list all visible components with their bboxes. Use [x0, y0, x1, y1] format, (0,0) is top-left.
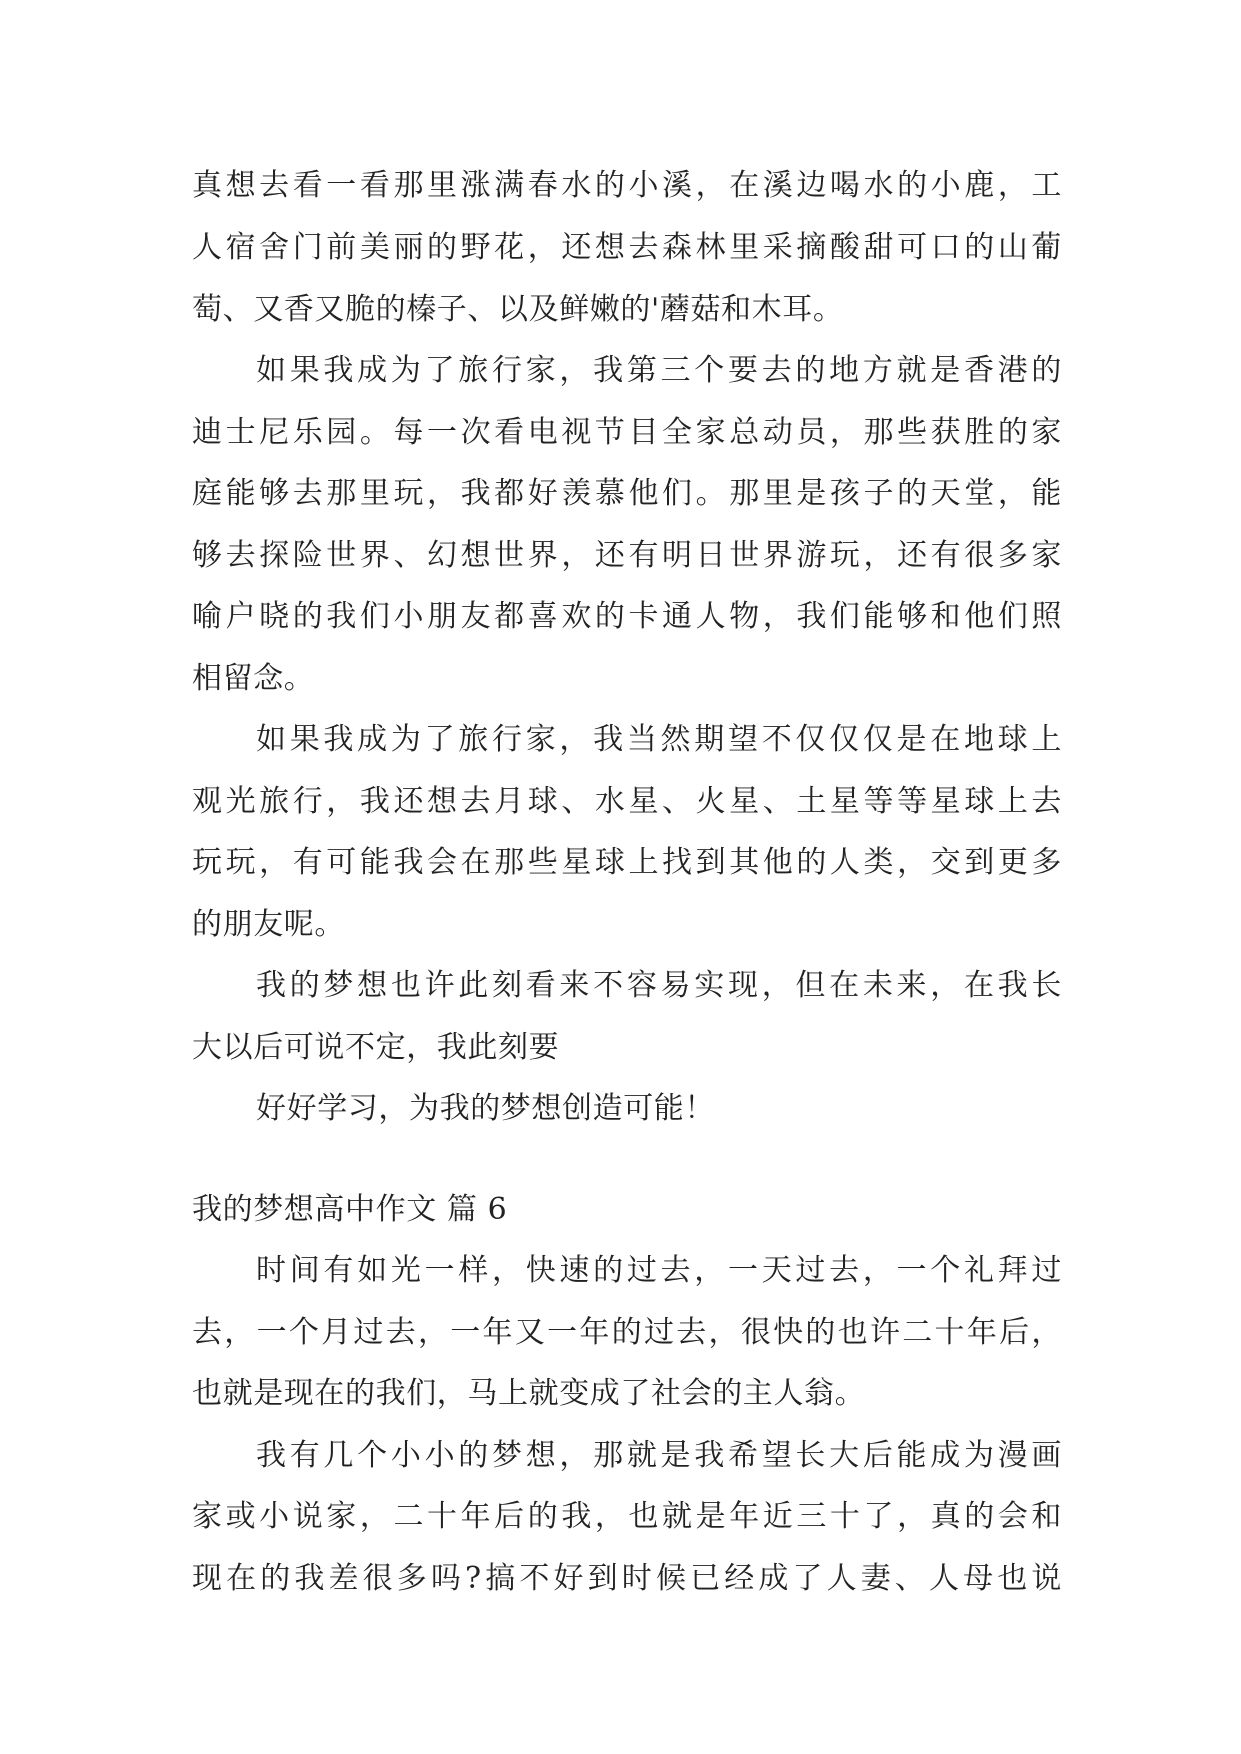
section-heading: 我的梦想高中作文 篇 6: [192, 1192, 508, 1227]
text-line: 真想去看一看那里涨满春水的小溪，在溪边喝水的小鹿，工: [192, 168, 1062, 203]
text-line: 去，一个月过去，一年又一年的过去，很快的也许二十年后，: [192, 1315, 1062, 1350]
paragraph-first-line: 我的梦想也许此刻看来不容易实现，但在未来，在我长: [256, 968, 1062, 1003]
paragraph-first-line: 如果我成为了旅行家，我第三个要去的地方就是香港的: [256, 353, 1062, 388]
text-line: 玩玩，有可能我会在那些星球上找到其他的人类，交到更多: [192, 845, 1062, 880]
paragraph-first-line: 时间有如光一样，快速的过去，一天过去，一个礼拜过: [256, 1253, 1062, 1288]
text-line: 庭能够去那里玩，我都好羡慕他们。那里是孩子的天堂，能: [192, 476, 1062, 511]
text-line: 喻户晓的我们小朋友都喜欢的卡通人物，我们能够和他们照: [192, 599, 1062, 634]
text-line: 大以后可说不定，我此刻要: [192, 1030, 560, 1065]
text-line: 也就是现在的我们，马上就变成了社会的主人翁。: [192, 1376, 866, 1411]
text-line: 够去探险世界、幻想世界，还有明日世界游玩，还有很多家: [192, 538, 1062, 573]
text-line: 萄、又香又脆的榛子、以及鲜嫩的'蘑菇和木耳。: [192, 292, 844, 327]
paragraph-first-line: 好好学习，为我的梦想创造可能！: [256, 1091, 715, 1126]
text-line: 人宿舍门前美丽的野花，还想去森林里采摘酸甜可口的山葡: [192, 230, 1062, 265]
text-line: 的朋友呢。: [192, 907, 345, 942]
text-line: 家或小说家，二十年后的我，也就是年近三十了，真的会和: [192, 1499, 1062, 1534]
paragraph-first-line: 如果我成为了旅行家，我当然期望不仅仅仅是在地球上: [256, 722, 1062, 757]
paragraph-first-line: 我有几个小小的梦想，那就是我希望长大后能成为漫画: [256, 1438, 1062, 1473]
text-line: 现在的我差很多吗?搞不好到时候已经成了人妻、人母也说: [192, 1561, 1062, 1596]
text-line: 相留念。: [192, 661, 315, 696]
text-line: 迪士尼乐园。每一次看电视节目全家总动员，那些获胜的家: [192, 415, 1062, 450]
text-line: 观光旅行，我还想去月球、水星、火星、土星等等星球上去: [192, 784, 1062, 819]
